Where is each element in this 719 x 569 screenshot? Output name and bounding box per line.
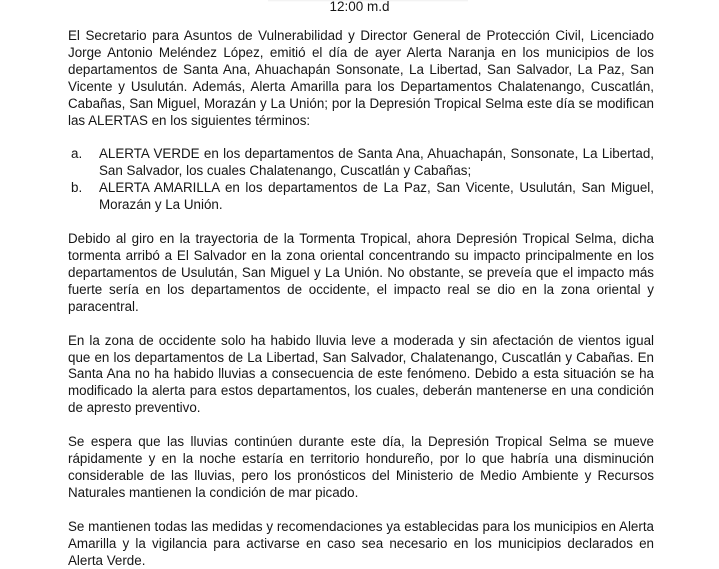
list-item	[68, 180, 654, 214]
document-time: 12:00 m.d	[329, 0, 390, 14]
intro-paragraph: El Secretario para Asuntos de Vulnerabilidad y Director General de Protección Civil, Licenciado Jorge Antonio Meléndez López, emitió el día de ayer Alerta Naranja en los municipios de los departamentos de Santa Ana, Ahuachapán Sonsonate, La Libertad, San Salvador, La Paz, San Vicente y Usulután. Además, Alerta Amarilla para los Departamentos Chalatenango, Cuscatlán, Cabañas, San Miguel, Morazán y La Unión; por la Depresión Tropical Selma este día se modifican las ALERTAS en los siguientes términos:	[68, 28, 654, 128]
document-body	[68, 28, 654, 569]
forecast-paragraph: Se espera que las lluvias continúen durante este día, la Depresión Tropical Selma se mueve rápidamente y en la noche estaría en territorio hondureño, por lo que habría una disminución considerable de las lluvias, pero los pronósticos del Ministerio de Medio Ambiente y Recursos Naturales mantienen la condición de mar picado.	[68, 434, 654, 500]
west-zone-paragraph: En la zona de occidente solo ha habido lluvia leve a moderada y sin afectación de vientos igual que en los departamentos de La Libertad, San Salvador, Chalatenango, Cuscatlán y Cabañas. En Santa Ana no ha habido lluvias a consecuencia de este fenómeno. Debido a esta situación se ha modificado la alerta para estos departamentos, los cuales, deberán mantenerse en una condición de apresto preventivo.	[68, 332, 654, 416]
alert-verde-text: ALERTA VERDE en los departamentos de Santa Ana, Ahuachapán, Sonsonate, La Libertad, San Salvador, los cuales Chalatenango, Cuscatlán y Cabañas;	[99, 146, 654, 179]
list-marker: b.	[71, 180, 83, 196]
measures-paragraph: Se mantienen todas las medidas y recomendaciones ya establecidas para los municipios en Alerta Amarilla y la vigilancia para activarse en caso sea necesario en los municipios declarados en Alerta Verde.	[68, 518, 654, 568]
alert-amarilla-text: ALERTA AMARILLA en los departamentos de La Paz, San Vicente, Usulután, San Miguel, Morazán y La Unión.	[99, 180, 654, 213]
alert-list	[68, 146, 654, 214]
list-item	[68, 146, 654, 180]
trajectory-paragraph: Debido al giro en la trayectoria de la Tormenta Tropical, ahora Depresión Tropical Selma, dicha tormenta arribó a El Salvador en la zona oriental concentrando su impacto principalmente en los departamentos de Usulután, San Miguel y La Unión. No obstante, se preveía que el impacto más fuerte sería en los departamentos de occidente, el impacto real se dio en la zona oriental y paracentral.	[68, 231, 654, 314]
list-marker: a.	[71, 146, 83, 162]
